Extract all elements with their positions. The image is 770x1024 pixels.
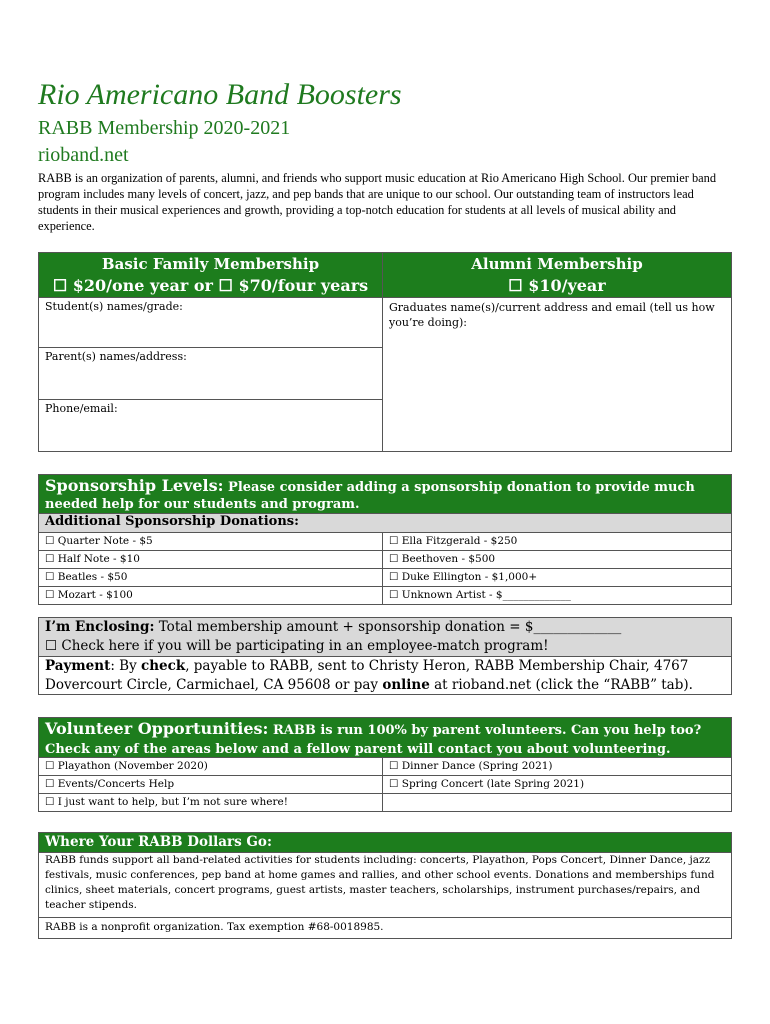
volunteer-option[interactable]: ☐ Spring Concert (late Spring 2021) xyxy=(389,778,585,790)
website-link[interactable]: rioband.net xyxy=(38,144,129,166)
dollars-header: Where Your RABB Dollars Go: xyxy=(39,833,731,852)
payment-text: at rioband.net (click the “RABB” tab). xyxy=(429,677,693,693)
additional-donations-header: Additional Sponsorship Donations: xyxy=(39,513,731,532)
alumni-membership-header xyxy=(383,253,731,297)
volunteer-option[interactable]: ☐ Dinner Dance (Spring 2021) xyxy=(389,760,553,772)
dollars-description: RABB funds support all band-related activities for students including: concerts, Playathon, Pops Concert, Dinner Dance, jazz festivals, music conferences, pep band at home games and rallies, and other school events. Donations and memberships fund clinics, sheet materials, concert programs, guest artists, master teachers, scholarships, instrument purchases/repairs, and teacher stipends. xyxy=(45,854,715,911)
volunteer-heading-text: RABB is run 100% by parent volunteers. Can you help too? xyxy=(268,723,702,738)
alumni-membership-price[interactable]: ☐ $10/year xyxy=(508,276,606,295)
sponsor-option[interactable]: ☐ Beatles - $50 xyxy=(45,571,128,583)
enclosing-line[interactable] xyxy=(45,618,725,637)
payment-text: : By xyxy=(110,658,141,674)
phone-email-field[interactable]: Phone/email: xyxy=(45,402,118,415)
page-subtitle: RABB Membership 2020-2021 xyxy=(38,117,291,139)
payment-label: Payment xyxy=(45,658,111,674)
sponsor-option[interactable]: ☐ Quarter Note - $5 xyxy=(45,535,153,547)
sponsorship-header xyxy=(39,475,731,513)
basic-membership-price[interactable]: ☐ $20/one year or ☐ $70/four years xyxy=(52,276,369,295)
students-field[interactable]: Student(s) names/grade: xyxy=(45,300,183,313)
volunteer-heading: Volunteer Opportunities: xyxy=(45,719,269,738)
volunteer-option[interactable]: ☐ Events/Concerts Help xyxy=(45,778,175,790)
sponsorship-heading-text: Please consider adding a sponsorship donation to provide much needed help for our students and program. xyxy=(45,480,695,512)
payment-check: check xyxy=(141,658,186,674)
sponsorship-heading: Sponsorship Levels: xyxy=(45,476,224,495)
alumni-membership-title: Alumni Membership xyxy=(471,255,643,273)
sponsor-option[interactable]: ☐ Duke Ellington - $1,000+ xyxy=(389,571,538,583)
enclosing-text: Total membership amount + sponsorship donation = $_____________ xyxy=(154,619,622,635)
payment-online: online xyxy=(382,677,430,693)
enclosing-section xyxy=(39,618,731,656)
volunteer-option[interactable]: ☐ I just want to help, but I’m not sure where! xyxy=(45,796,288,808)
parents-field[interactable]: Parent(s) names/address: xyxy=(45,350,187,363)
enclosing-label: I’m Enclosing: xyxy=(45,619,155,635)
intro-paragraph: RABB is an organization of parents, alumni, and friends who support music education at Rio Americano High School. Our premier band program includes many levels of concert, jazz, and pep bands that are unique to our school. Our outstanding team of instructors lead students in their musical experiences and growth, providing a top-notch education for students at all levels of musical ability and experience. xyxy=(38,171,717,233)
volunteer-header xyxy=(39,718,731,757)
employee-match-checkbox[interactable]: ☐ Check here if you will be participating in an employee-match program! xyxy=(45,638,549,654)
payment-info xyxy=(39,657,731,694)
basic-membership-header xyxy=(39,253,382,297)
graduates-field[interactable]: Graduates name(s)/current address and email (tell us how you’re doing): xyxy=(389,301,715,329)
sponsor-option[interactable]: ☐ Unknown Artist - $_____________ xyxy=(389,589,571,601)
payment-text: , payable to RABB, sent to Christy Heron, RABB Membership Chair, 4767 Dovercourt Circle, Carmichael, CA 95608 or pay xyxy=(45,658,689,693)
sponsor-option[interactable]: ☐ Ella Fitzgerald - $250 xyxy=(389,535,518,547)
sponsor-option[interactable]: ☐ Mozart - $100 xyxy=(45,589,133,601)
sponsor-option[interactable]: ☐ Beethoven - $500 xyxy=(389,553,496,565)
sponsor-option[interactable]: ☐ Half Note - $10 xyxy=(45,553,140,565)
volunteer-option[interactable]: ☐ Playathon (November 2020) xyxy=(45,760,208,772)
nonprofit-note: RABB is a nonprofit organization. Tax exemption #68-0018985. xyxy=(45,921,384,933)
page-title: Rio Americano Band Boosters xyxy=(38,78,402,111)
volunteer-subtext: Check any of the areas below and a fellow parent will contact you about volunteering. xyxy=(45,742,671,757)
basic-membership-title: Basic Family Membership xyxy=(101,255,320,273)
